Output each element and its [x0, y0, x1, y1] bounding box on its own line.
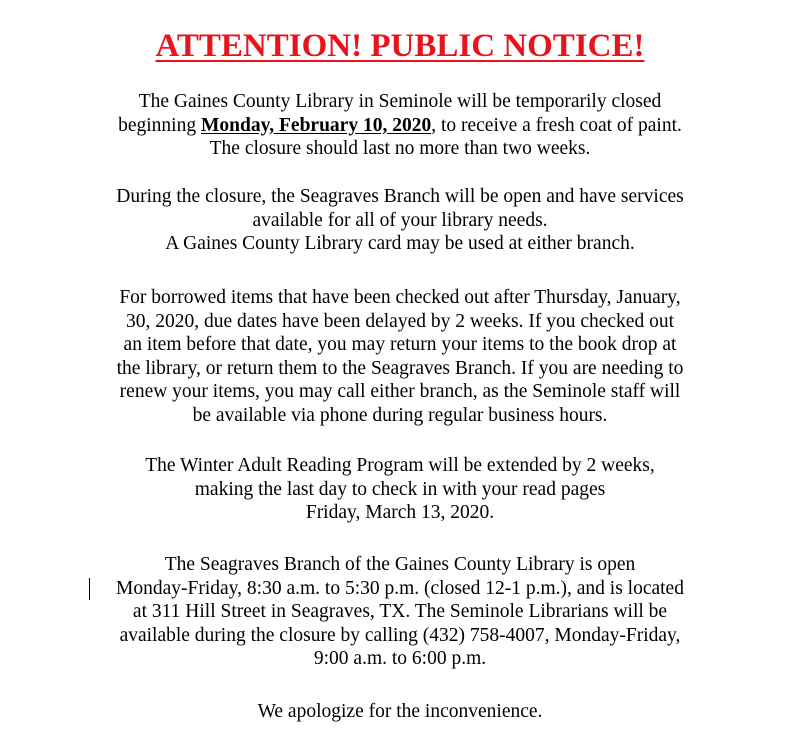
reading-line-1: The Winter Adult Reading Program will be extended by 2 weeks,	[145, 455, 655, 476]
closure-line-2-end: , to receive a fresh coat of paint.	[431, 114, 682, 136]
apology-paragraph	[0, 700, 800, 724]
closure-line-1: The Gaines County Library in Seminole will be temporarily closed	[138, 91, 662, 112]
hours-line-3: at 311 Hill Street in Seagraves, TX. The Seminole Librarians will be	[132, 601, 668, 623]
seagraves-line-1: During the closure, the Seagraves Branch will be open and have services	[116, 186, 684, 207]
notice-title: ATTENTION! PUBLIC NOTICE!	[155, 28, 645, 64]
borrowed-line-6: be available via phone during regular business hours.	[192, 404, 608, 426]
borrowed-line-5: renew your items, you may call either branch, as the Seminole staff will	[119, 381, 681, 403]
borrowed-line-2: 30, 2020, due dates have been delayed by 2 weeks. If you checked out	[126, 310, 674, 332]
closure-line-2	[0, 114, 800, 138]
borrowed-line-3: an item before that date, you may return your items to the book drop at	[123, 334, 677, 356]
borrowed-line-4: the library, or return them to the Seagraves Branch. If you are needing to	[116, 357, 684, 379]
hours-line-5: 9:00 a.m. to 6:00 p.m.	[313, 648, 487, 670]
hours-line-2: Monday-Friday, 8:30 a.m. to 5:30 p.m. (closed 12-1 p.m.), and is located	[116, 577, 684, 599]
reading-program-paragraph	[0, 454, 800, 525]
hours-line-1: The Seagraves Branch of the Gaines County Library is open	[164, 554, 636, 575]
reading-line-2: making the last day to check in with your read pages	[194, 478, 606, 500]
reading-line-3: Friday, March 13, 2020.	[305, 502, 495, 524]
hours-line-4: available during the closure by calling (432) 758-4007, Monday-Friday,	[119, 624, 681, 646]
borrowed-items-paragraph	[0, 286, 800, 428]
hours-paragraph	[0, 553, 800, 671]
closure-line-3: The closure should last no more than two weeks.	[209, 138, 591, 160]
closure-line-2-start: beginning	[118, 114, 201, 136]
closure-paragraph	[0, 90, 800, 161]
text-cursor	[89, 578, 90, 600]
borrowed-line-1: For borrowed items that have been checked out after Thursday, January,	[119, 287, 681, 308]
apology-line: We apologize for the inconvenience.	[257, 701, 543, 722]
seagraves-line-2: available for all of your library needs.	[252, 209, 548, 231]
seagraves-branch-paragraph	[0, 185, 800, 256]
closure-date: Monday, February 10, 2020	[200, 114, 432, 136]
seagraves-line-3: A Gaines County Library card may be used at either branch.	[165, 233, 635, 255]
